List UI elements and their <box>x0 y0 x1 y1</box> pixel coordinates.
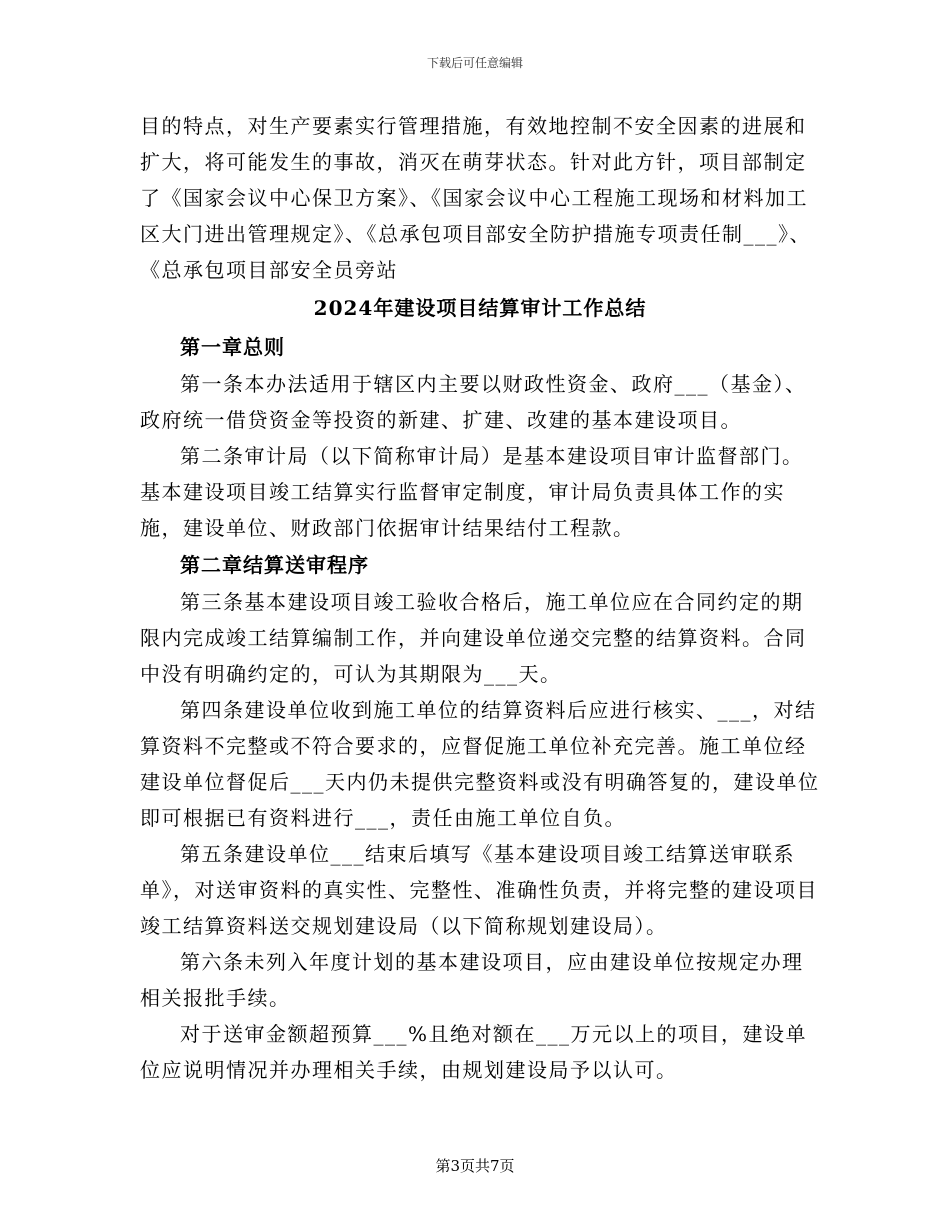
article-5: 第五条建设单位___结束后填写《基本建设项目竣工结算送审联系单》，对送审资料的真实性、完整性、准确性负责，并将完整的建设项目竣工结算资料送交规划建设局（以下简称规划建设局）。 <box>140 842 818 938</box>
article-6: 第六条未列入年度计划的基本建设项目，应由建设单位按规定办理相关报批手续。 <box>140 950 804 1010</box>
intro-paragraph: 目的特点，对生产要素实行管理措施，有效地控制不安全因素的进展和扩大，将可能发生的事故，消灭在萌芽状态。针对此方针，项目部制定了《国家会议中心保卫方案》、《国家会议中心工程施工现场和材料加工区大门进出管理规定》、《总承包项目部安全防护措施专项责任制___》、《总承包项目部安全员旁站 <box>140 114 811 282</box>
header-note: 下载后可任意编辑 <box>426 56 523 70</box>
document-body <box>140 108 820 1088</box>
article-4: 第四条建设单位收到施工单位的结算资料后应进行核实、___，对结算资料不完整或不符合要求的，应督促施工单位补充完善。施工单位经建设单位督促后___天内仍未提供完整资料或没有明确答复的，建设单位即可根据已有资料进行___，责任由施工单位自负。 <box>140 698 820 830</box>
article-6-supplement: 对于送审金额超预算___%且绝对额在___万元以上的项目，建设单位应说明情况并办理相关手续，由规划建设局予以认可。 <box>140 1022 808 1082</box>
document-title: 2024年建设项目结算审计工作总结 <box>313 296 647 320</box>
article-2: 第二条审计局（以下简称审计局）是基本建设项目审计监督部门。基本建设项目竣工结算实行监督审定制度，审计局负责具体工作的实施，建设单位、财政部门依据审计结果结付工程款。 <box>140 444 804 540</box>
article-1: 第一条本办法适用于辖区内主要以财政性资金、政府___（基金）、政府统一借贷资金等投资的新建、扩建、改建的基本建设项目。 <box>140 372 807 432</box>
article-3: 第三条基本建设项目竣工验收合格后，施工单位应在合同约定的期限内完成竣工结算编制工作，并向建设单位递交完整的结算资料。合同中没有明确约定的，可认为其期限为___天。 <box>140 590 807 686</box>
chapter-1-heading: 第一章总则 <box>180 335 285 359</box>
chapter-2-heading: 第二章结算送审程序 <box>180 553 369 577</box>
page-number: 第3页共7页 <box>435 1157 515 1175</box>
